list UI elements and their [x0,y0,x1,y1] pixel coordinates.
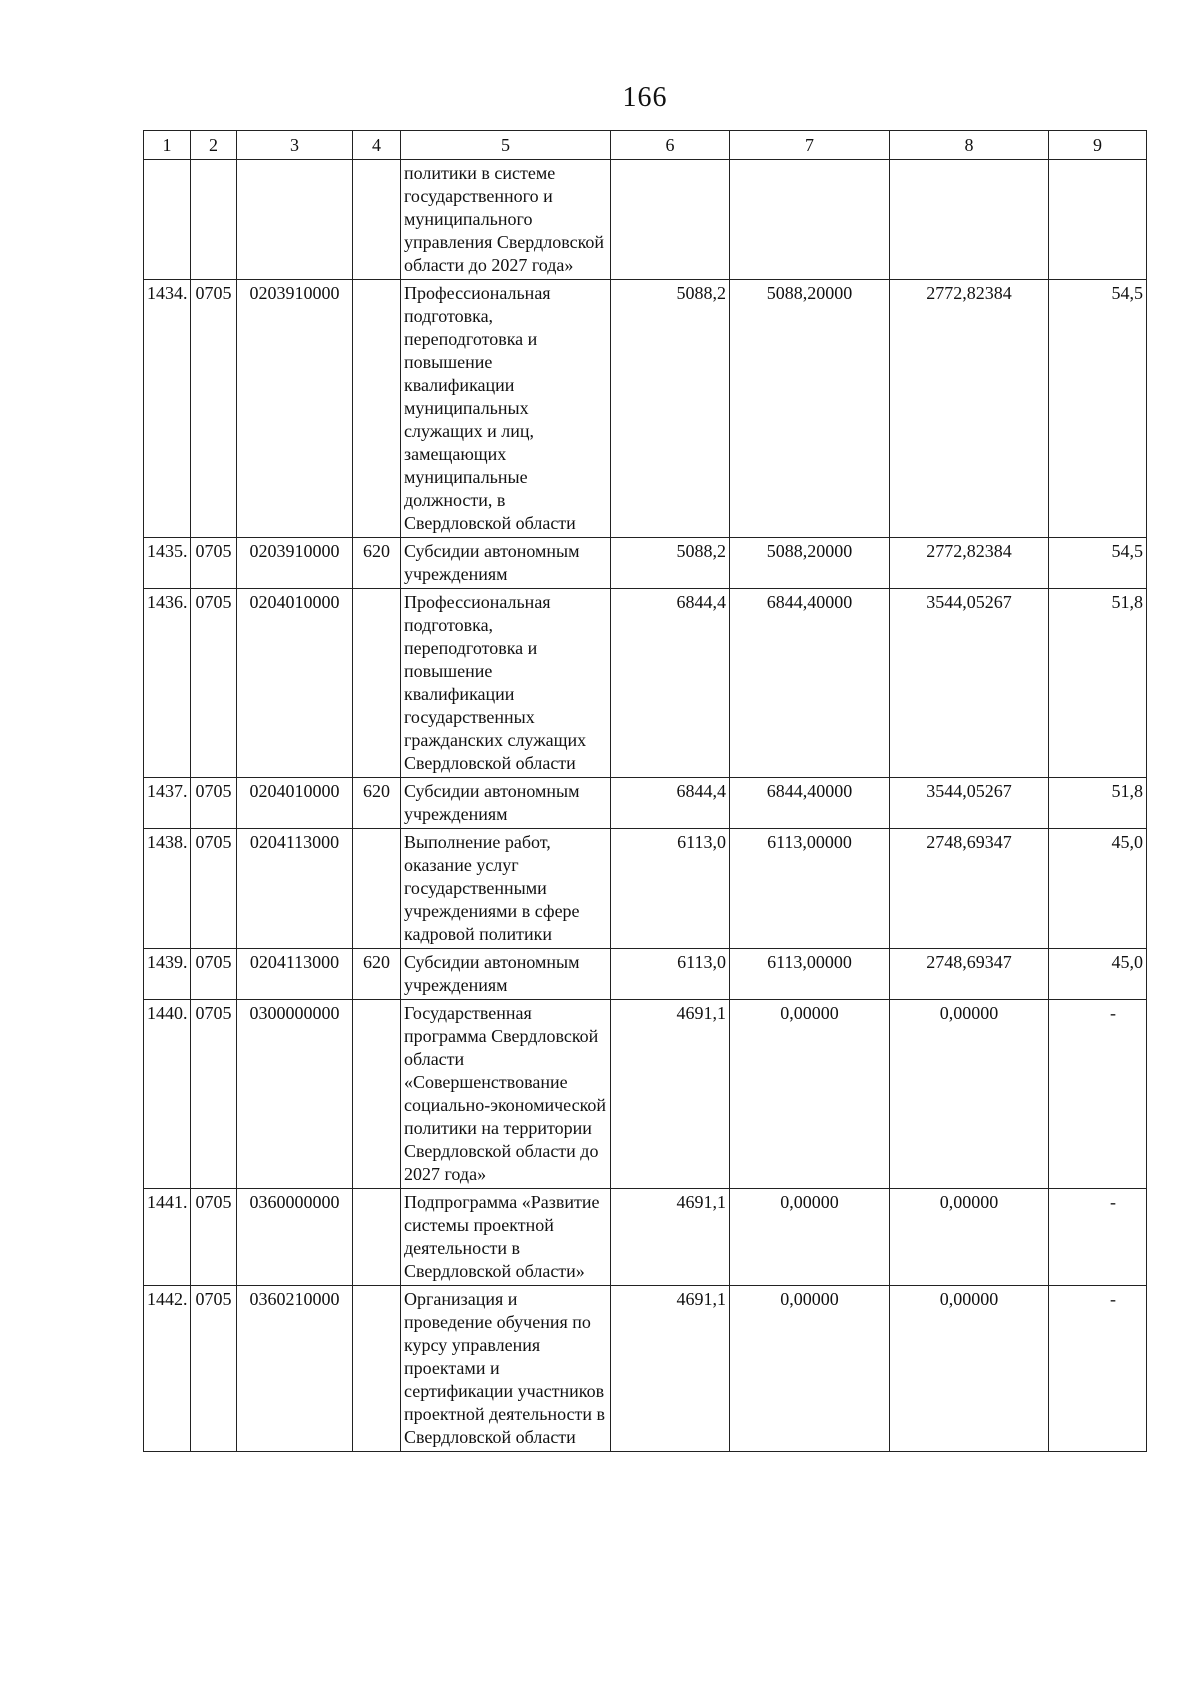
section-code-cell: 0705 [191,1189,237,1286]
description-cell: Субсидии автономным учреждениям [401,538,611,589]
table-row [144,538,1147,589]
table-row [144,280,1147,538]
approved-amount-cell: 6844,40000 [730,589,890,778]
expense-type-cell: 620 [353,778,401,829]
target-article-cell: 0360210000 [237,1286,353,1452]
executed-amount-cell: 3544,05267 [890,778,1049,829]
row-number-cell: 1439. [144,949,191,1000]
target-article-cell: 0204113000 [237,829,353,949]
description-cell: политики в системе государственного и муниципального управления Свердловской области до 2027 года» [401,160,611,280]
description-cell: Государственная программа Свердловской области «Совершенствование социально-экономической политики на территории Свердловской области до 2027 года» [401,1000,611,1189]
row-number-cell: 1441. [144,1189,191,1286]
execution-percent-cell: 51,8 [1049,589,1147,778]
page-number: 166 [622,82,668,113]
execution-percent-cell: - [1049,1286,1147,1452]
row-number-cell [144,160,191,280]
execution-percent-cell [1049,160,1147,280]
target-article-cell: 0360000000 [237,1189,353,1286]
description-cell: Субсидии автономным учреждениям [401,949,611,1000]
execution-percent-cell: 51,8 [1049,778,1147,829]
section-code-cell: 0705 [191,280,237,538]
section-code-cell: 0705 [191,538,237,589]
column-header: 6 [611,131,730,160]
budget-table [143,130,1147,1452]
expense-type-cell [353,280,401,538]
planned-amount-cell: 6113,0 [611,829,730,949]
approved-amount-cell [730,160,890,280]
table-row [144,949,1147,1000]
expense-type-cell [353,1189,401,1286]
description-cell: Субсидии автономным учреждениям [401,778,611,829]
target-article-cell [237,160,353,280]
execution-percent-cell: - [1049,1189,1147,1286]
expense-type-cell: 620 [353,949,401,1000]
approved-amount-cell: 0,00000 [730,1286,890,1452]
target-article-cell: 0204113000 [237,949,353,1000]
description-cell: Подпрограмма «Развитие системы проектной деятельности в Свердловской области» [401,1189,611,1286]
expense-type-cell [353,829,401,949]
row-number-cell: 1437. [144,778,191,829]
executed-amount-cell [890,160,1049,280]
table-row [144,829,1147,949]
executed-amount-cell: 0,00000 [890,1286,1049,1452]
row-number-cell: 1436. [144,589,191,778]
approved-amount-cell: 0,00000 [730,1000,890,1189]
approved-amount-cell: 6113,00000 [730,829,890,949]
expense-type-cell [353,1000,401,1189]
planned-amount-cell: 6844,4 [611,778,730,829]
approved-amount-cell: 6113,00000 [730,949,890,1000]
executed-amount-cell: 2772,82384 [890,538,1049,589]
table-row [144,1000,1147,1189]
planned-amount-cell: 4691,1 [611,1000,730,1189]
planned-amount-cell: 4691,1 [611,1286,730,1452]
row-number-cell: 1440. [144,1000,191,1189]
table-row [144,778,1147,829]
description-cell: Организация и проведение обучения по курсу управления проектами и сертификации участников проектной деятельности в Свердловской области [401,1286,611,1452]
target-article-cell: 0203910000 [237,280,353,538]
planned-amount-cell: 5088,2 [611,280,730,538]
execution-percent-cell: 54,5 [1049,538,1147,589]
column-header: 8 [890,131,1049,160]
section-code-cell [191,160,237,280]
row-number-cell: 1434. [144,280,191,538]
row-number-cell: 1442. [144,1286,191,1452]
section-code-cell: 0705 [191,589,237,778]
row-number-cell: 1438. [144,829,191,949]
executed-amount-cell: 0,00000 [890,1000,1049,1189]
section-code-cell: 0705 [191,1000,237,1189]
executed-amount-cell: 2748,69347 [890,949,1049,1000]
planned-amount-cell: 6113,0 [611,949,730,1000]
column-header: 1 [144,131,191,160]
execution-percent-cell: 45,0 [1049,829,1147,949]
table-row [144,160,1147,280]
target-article-cell: 0203910000 [237,538,353,589]
executed-amount-cell: 2772,82384 [890,280,1049,538]
table-header-row [144,131,1147,160]
approved-amount-cell: 5088,20000 [730,280,890,538]
table-row [144,1189,1147,1286]
column-header: 3 [237,131,353,160]
expense-type-cell [353,1286,401,1452]
table-row [144,1286,1147,1452]
column-header: 9 [1049,131,1147,160]
description-cell: Профессиональная подготовка, переподготовка и повышение квалификации государственных гражданских служащих Свердловской области [401,589,611,778]
expense-type-cell: 620 [353,538,401,589]
section-code-cell: 0705 [191,949,237,1000]
execution-percent-cell: 45,0 [1049,949,1147,1000]
planned-amount-cell: 5088,2 [611,538,730,589]
target-article-cell: 0300000000 [237,1000,353,1189]
section-code-cell: 0705 [191,778,237,829]
planned-amount-cell: 6844,4 [611,589,730,778]
executed-amount-cell: 0,00000 [890,1189,1049,1286]
description-cell: Выполнение работ, оказание услуг государственными учреждениями в сфере кадровой политики [401,829,611,949]
planned-amount-cell [611,160,730,280]
section-code-cell: 0705 [191,1286,237,1452]
target-article-cell: 0204010000 [237,589,353,778]
section-code-cell: 0705 [191,829,237,949]
column-header: 5 [401,131,611,160]
approved-amount-cell: 5088,20000 [730,538,890,589]
expense-type-cell [353,589,401,778]
approved-amount-cell: 6844,40000 [730,778,890,829]
description-cell: Профессиональная подготовка, переподготовка и повышение квалификации муниципальных служащих и лиц, замещающих муниципальные должности, в Свердловской области [401,280,611,538]
execution-percent-cell: - [1049,1000,1147,1189]
target-article-cell: 0204010000 [237,778,353,829]
planned-amount-cell: 4691,1 [611,1189,730,1286]
executed-amount-cell: 3544,05267 [890,589,1049,778]
column-header: 4 [353,131,401,160]
execution-percent-cell: 54,5 [1049,280,1147,538]
table-body [144,160,1147,1452]
column-header: 2 [191,131,237,160]
executed-amount-cell: 2748,69347 [890,829,1049,949]
row-number-cell: 1435. [144,538,191,589]
approved-amount-cell: 0,00000 [730,1189,890,1286]
expense-type-cell [353,160,401,280]
column-header: 7 [730,131,890,160]
table-row [144,589,1147,778]
